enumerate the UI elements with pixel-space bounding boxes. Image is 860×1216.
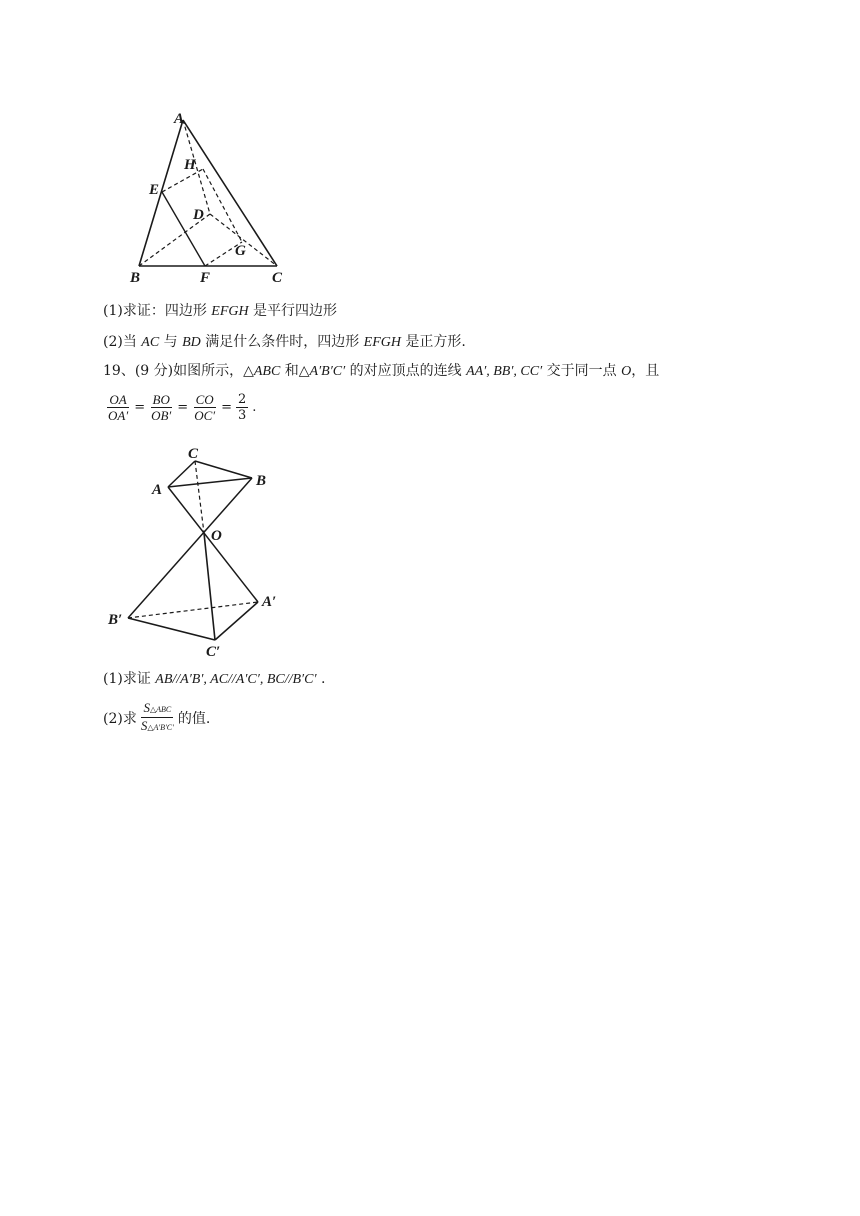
label-F: F <box>200 270 211 286</box>
label-B-prime: B′ <box>108 612 123 628</box>
q19-heading-mid: 的对应顶点的连线 <box>345 363 467 379</box>
label-G: G <box>235 243 246 259</box>
fraction-denominator <box>139 718 176 735</box>
q19-part1-body: AB//A′B′, AC//A′C′, BC//B′C′ <box>155 672 317 687</box>
area-subscript: △ABC <box>149 705 172 714</box>
equals-sign: = <box>177 400 189 415</box>
label-C: C <box>272 270 283 286</box>
label-C: C <box>188 446 199 462</box>
edge-C-prime-A-prime <box>215 602 258 640</box>
label-H: H <box>184 157 196 173</box>
area-symbol: S <box>140 718 148 733</box>
q18-part1-var: EFGH <box>211 304 249 319</box>
q18-part1 <box>103 301 337 322</box>
q18-part2-var-bd: BD <box>182 335 201 350</box>
q18-part2-mid2: 满足什么条件时，四边形 <box>200 334 364 350</box>
q19-ratio-equation <box>104 392 258 423</box>
label-A-prime: A′ <box>262 594 277 610</box>
segment-EH <box>162 169 203 192</box>
fraction-denominator: OB′ <box>151 408 172 423</box>
area-subscript: △A′B′C′ <box>147 723 174 732</box>
q18-part2-var-ac: AC <box>141 335 160 350</box>
equals-sign: = <box>134 400 146 415</box>
figure-homothetic-triangles <box>100 440 300 658</box>
q19-heading <box>103 361 659 382</box>
edge-B-prime-A-prime <box>128 602 258 618</box>
label-C-prime: C′ <box>206 644 221 658</box>
label-A: A <box>174 111 185 127</box>
q19-triangle-abc: △ABC <box>243 364 281 379</box>
label-E: E <box>149 182 160 198</box>
q19-part1 <box>103 669 325 690</box>
fraction-denominator: 3 <box>238 408 247 423</box>
edge-B-prime-C-prime <box>128 618 215 640</box>
q19-part1-prefix: (1)求证 <box>103 671 156 687</box>
q18-part2-suffix: 是正方形. <box>400 334 466 350</box>
edge-AB <box>168 478 252 487</box>
q19-lines: AA′, BB′, CC′ <box>466 364 543 379</box>
line-OC-prime <box>204 533 215 640</box>
edge-AB <box>139 120 183 266</box>
label-A: A <box>152 482 163 498</box>
q18-part1-prefix: (1)求证：四边形 <box>103 303 212 319</box>
fraction-bo-ob-prime <box>149 392 173 423</box>
fraction-area-ratio <box>139 700 176 735</box>
label-D: D <box>193 207 204 223</box>
area-symbol: S <box>143 700 150 715</box>
line-AA-prime <box>168 487 258 602</box>
fraction-denominator: OA′ <box>108 408 129 423</box>
q19-and: 和 <box>280 363 299 379</box>
fraction-denominator: OC′ <box>194 408 216 423</box>
edge-AC <box>168 461 195 487</box>
q19-heading-prefix: 19、(9 分)如图所示， <box>103 363 244 379</box>
edge-AC <box>183 120 277 266</box>
label-B: B <box>130 270 141 286</box>
label-B: B <box>256 473 267 489</box>
q19-heading-mid2: 交于同一点 <box>542 363 622 379</box>
q18-part2-mid1: 与 <box>159 334 183 350</box>
q18-part2-var-efgh: EFGH <box>363 335 401 350</box>
segment-EF <box>162 192 205 266</box>
fraction-two-thirds <box>236 392 248 423</box>
fraction-oa-oa-prime <box>106 392 130 423</box>
label-O: O <box>211 528 222 544</box>
fraction-numerator: BO <box>152 392 170 407</box>
q18-part2 <box>103 332 466 353</box>
line-BB-prime <box>128 478 252 618</box>
edge-CB <box>195 461 252 478</box>
q19-part2-suffix: 的值. <box>177 710 211 727</box>
equals-sign: = <box>221 400 232 415</box>
q19-part1-end: . <box>316 671 326 687</box>
figure-tetrahedron <box>125 108 295 288</box>
fraction-numerator <box>141 700 173 718</box>
q19-part2-prefix: (2)求 <box>103 710 137 727</box>
q19-point-o: O <box>621 364 632 379</box>
period: . <box>252 400 257 415</box>
fraction-numerator: 2 <box>238 392 247 407</box>
q18-part2-prefix: (2)当 <box>103 334 142 350</box>
fraction-co-oc-prime <box>192 392 217 423</box>
fraction-numerator: OA <box>109 392 127 407</box>
q19-triangle-abc-prime: △A′B′C′ <box>298 364 346 379</box>
q19-heading-suffix: ，且 <box>631 363 660 379</box>
fraction-numerator: CO <box>195 392 214 407</box>
q18-part1-suffix: 是平行四边形 <box>248 303 338 319</box>
q19-part2 <box>103 700 210 735</box>
